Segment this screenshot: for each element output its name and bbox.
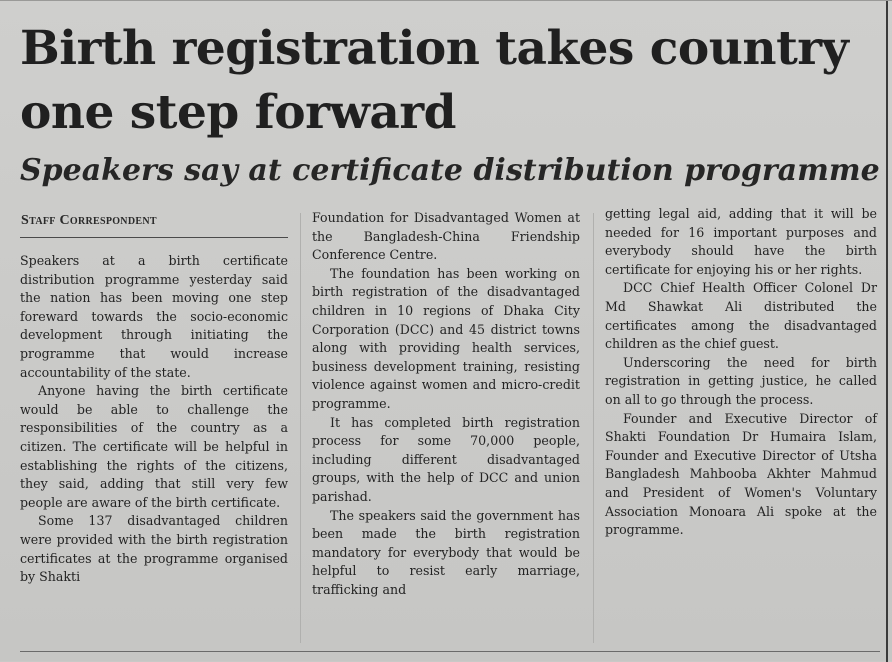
- byline: Staff Correspondent: [21, 213, 157, 228]
- paragraph: Speakers at a birth certificate distribution programme yesterday said the nation has been moving one step foreward towards the socio-economic development through initiating the programme that would increase accountability of the state.: [20, 253, 288, 380]
- paragraph: The foundation has been working on birth registration of the disadvantaged children in 10 regions of Dhaka City Corporation (DCC) and 45 district towns along with providing health services, business development training, resisting violence against women and micro-credit programme.: [312, 265, 580, 411]
- paragraph: The speakers said the government has been made the birth registration mandatory for everybody that would be helpful to resist early marriage, trafficking and: [312, 507, 580, 597]
- paragraph: Founder and Executive Director of Shakti Foundation Dr Humaira Islam, Founder and Executive Director of Utsha Bangladesh Mahbooba Akhter Mahmud and President of Women's Voluntary Association Monoara Ali spoke at the programme.: [605, 410, 877, 538]
- paragraph: getting legal aid, adding that it will be needed for 16 important purposes and everybody should have the birth certificate for enjoying his or her rights.: [605, 206, 877, 277]
- column-divider: [300, 213, 301, 643]
- paragraph: Underscoring the need for birth registration in getting justice, he called on all to go through the process.: [605, 354, 877, 407]
- article-column-3: [605, 205, 877, 540]
- bottom-rule: [20, 651, 880, 652]
- paragraph: It has completed birth registration process for some 70,000 people, including different disadvantaged groups, with the help of DCC and union parishad.: [312, 414, 580, 504]
- article-column-2: [312, 209, 580, 599]
- byline-rule: [20, 237, 288, 238]
- article-column-1: [20, 252, 288, 587]
- headline: Birth registration takes country one step forward: [20, 21, 849, 140]
- paragraph: Some 137 disadvantaged children were provided with the birth registration certificates at the programme organised by Shakti: [20, 513, 288, 585]
- paragraph: Foundation for Disadvantaged Women at the Bangladesh-China Friendship Conference Centre.: [312, 210, 580, 263]
- paragraph: DCC Chief Health Officer Colonel Dr Md Shawkat Ali distributed the certificates among the disadvantaged children as the chief guest.: [605, 280, 877, 352]
- page-edge: [886, 1, 888, 662]
- column-divider: [593, 213, 594, 643]
- subheadline: Speakers say at certificate distribution programme: [20, 153, 880, 188]
- paragraph: Anyone having the birth certificate would be able to challenge the responsibilities of the country as a citizen. The certificate will be helpful in establishing the rights of the citizens, they said, adding that still very few people are aware of the birth certificate.: [20, 383, 288, 510]
